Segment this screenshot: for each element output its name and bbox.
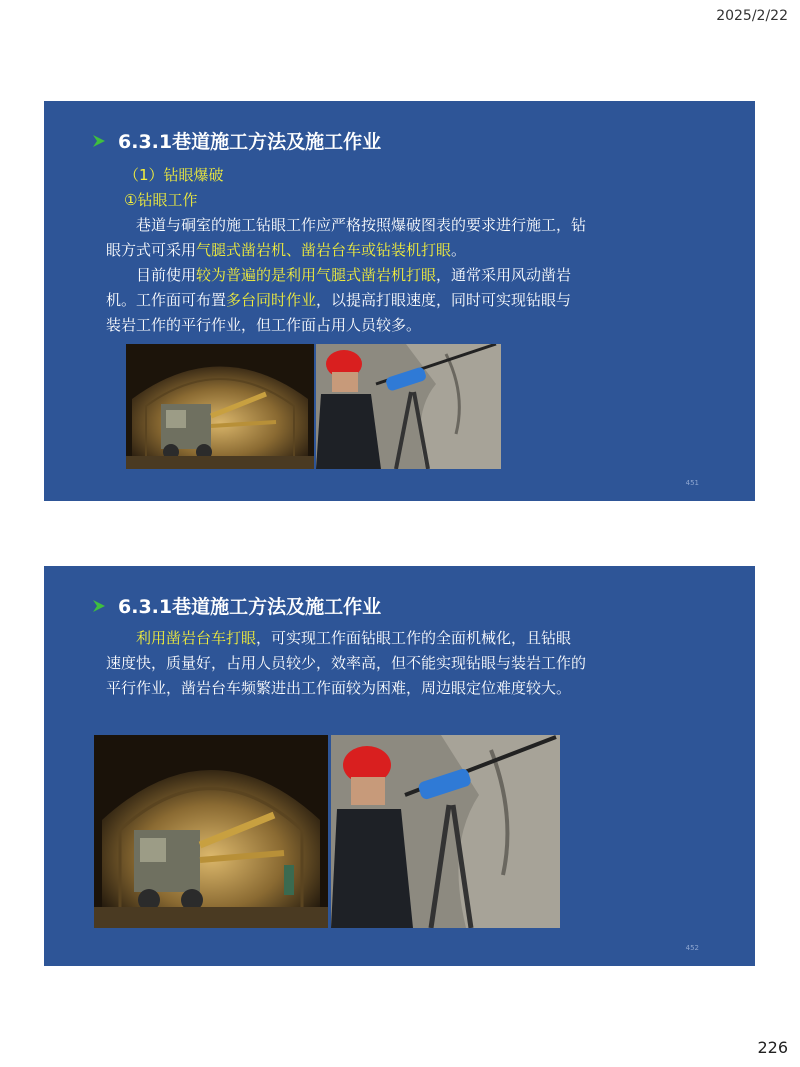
- slide-452: [44, 566, 755, 966]
- paragraph-1: 利用凿岩台车打眼，可实现工作面钻眼工作的全面机械化，且钻眼速度快，质量好，占用人员较少，效率高，但不能实现钻眼与装岩工作的平行作业，凿岩台车频繁进出工作面较为困难，周边眼定位难度较大。: [106, 629, 587, 697]
- arrow-bullet-icon: [92, 599, 106, 613]
- paragraph-1: 巷道与硐室的施工钻眼工作应严格按照爆破图表的要求进行施工，钻眼方式可采用气腿式凿岩机、凿岩台车或钻装机打眼。: [106, 216, 587, 259]
- slide-number: 451: [685, 479, 699, 487]
- tunnel-drill-rig-photo: [94, 735, 328, 928]
- paragraph-2: 目前使用较为普遍的是利用气腿式凿岩机打眼，通常采用风动凿岩机。工作面可布置多台同时作业，以提高打眼速度，同时可实现钻眼与装岩工作的平行作业，但工作面占用人员较多。: [106, 266, 572, 334]
- slide-title: 6.3.1巷道施工方法及施工作业: [118, 131, 382, 153]
- date-stamp: 2025/2/22: [716, 8, 788, 24]
- slide-title-row: [92, 592, 381, 619]
- slide-title: 6.3.1巷道施工方法及施工作业: [118, 596, 382, 618]
- slide-body: [106, 163, 586, 338]
- slide-title-row: [92, 127, 381, 154]
- section-heading: （1）钻眼爆破: [124, 166, 224, 184]
- worker-pneumatic-drill-photo: [331, 735, 560, 928]
- tunnel-drill-rig-photo: [126, 344, 314, 469]
- worker-pneumatic-drill-photo: [316, 344, 501, 469]
- arrow-bullet-icon: [92, 134, 106, 148]
- slide-body: [106, 626, 586, 701]
- slide-number: 452: [685, 944, 699, 952]
- page-number: 226: [757, 1038, 788, 1057]
- subsection-heading: ①钻眼工作: [124, 191, 198, 209]
- slide-451: [44, 101, 755, 501]
